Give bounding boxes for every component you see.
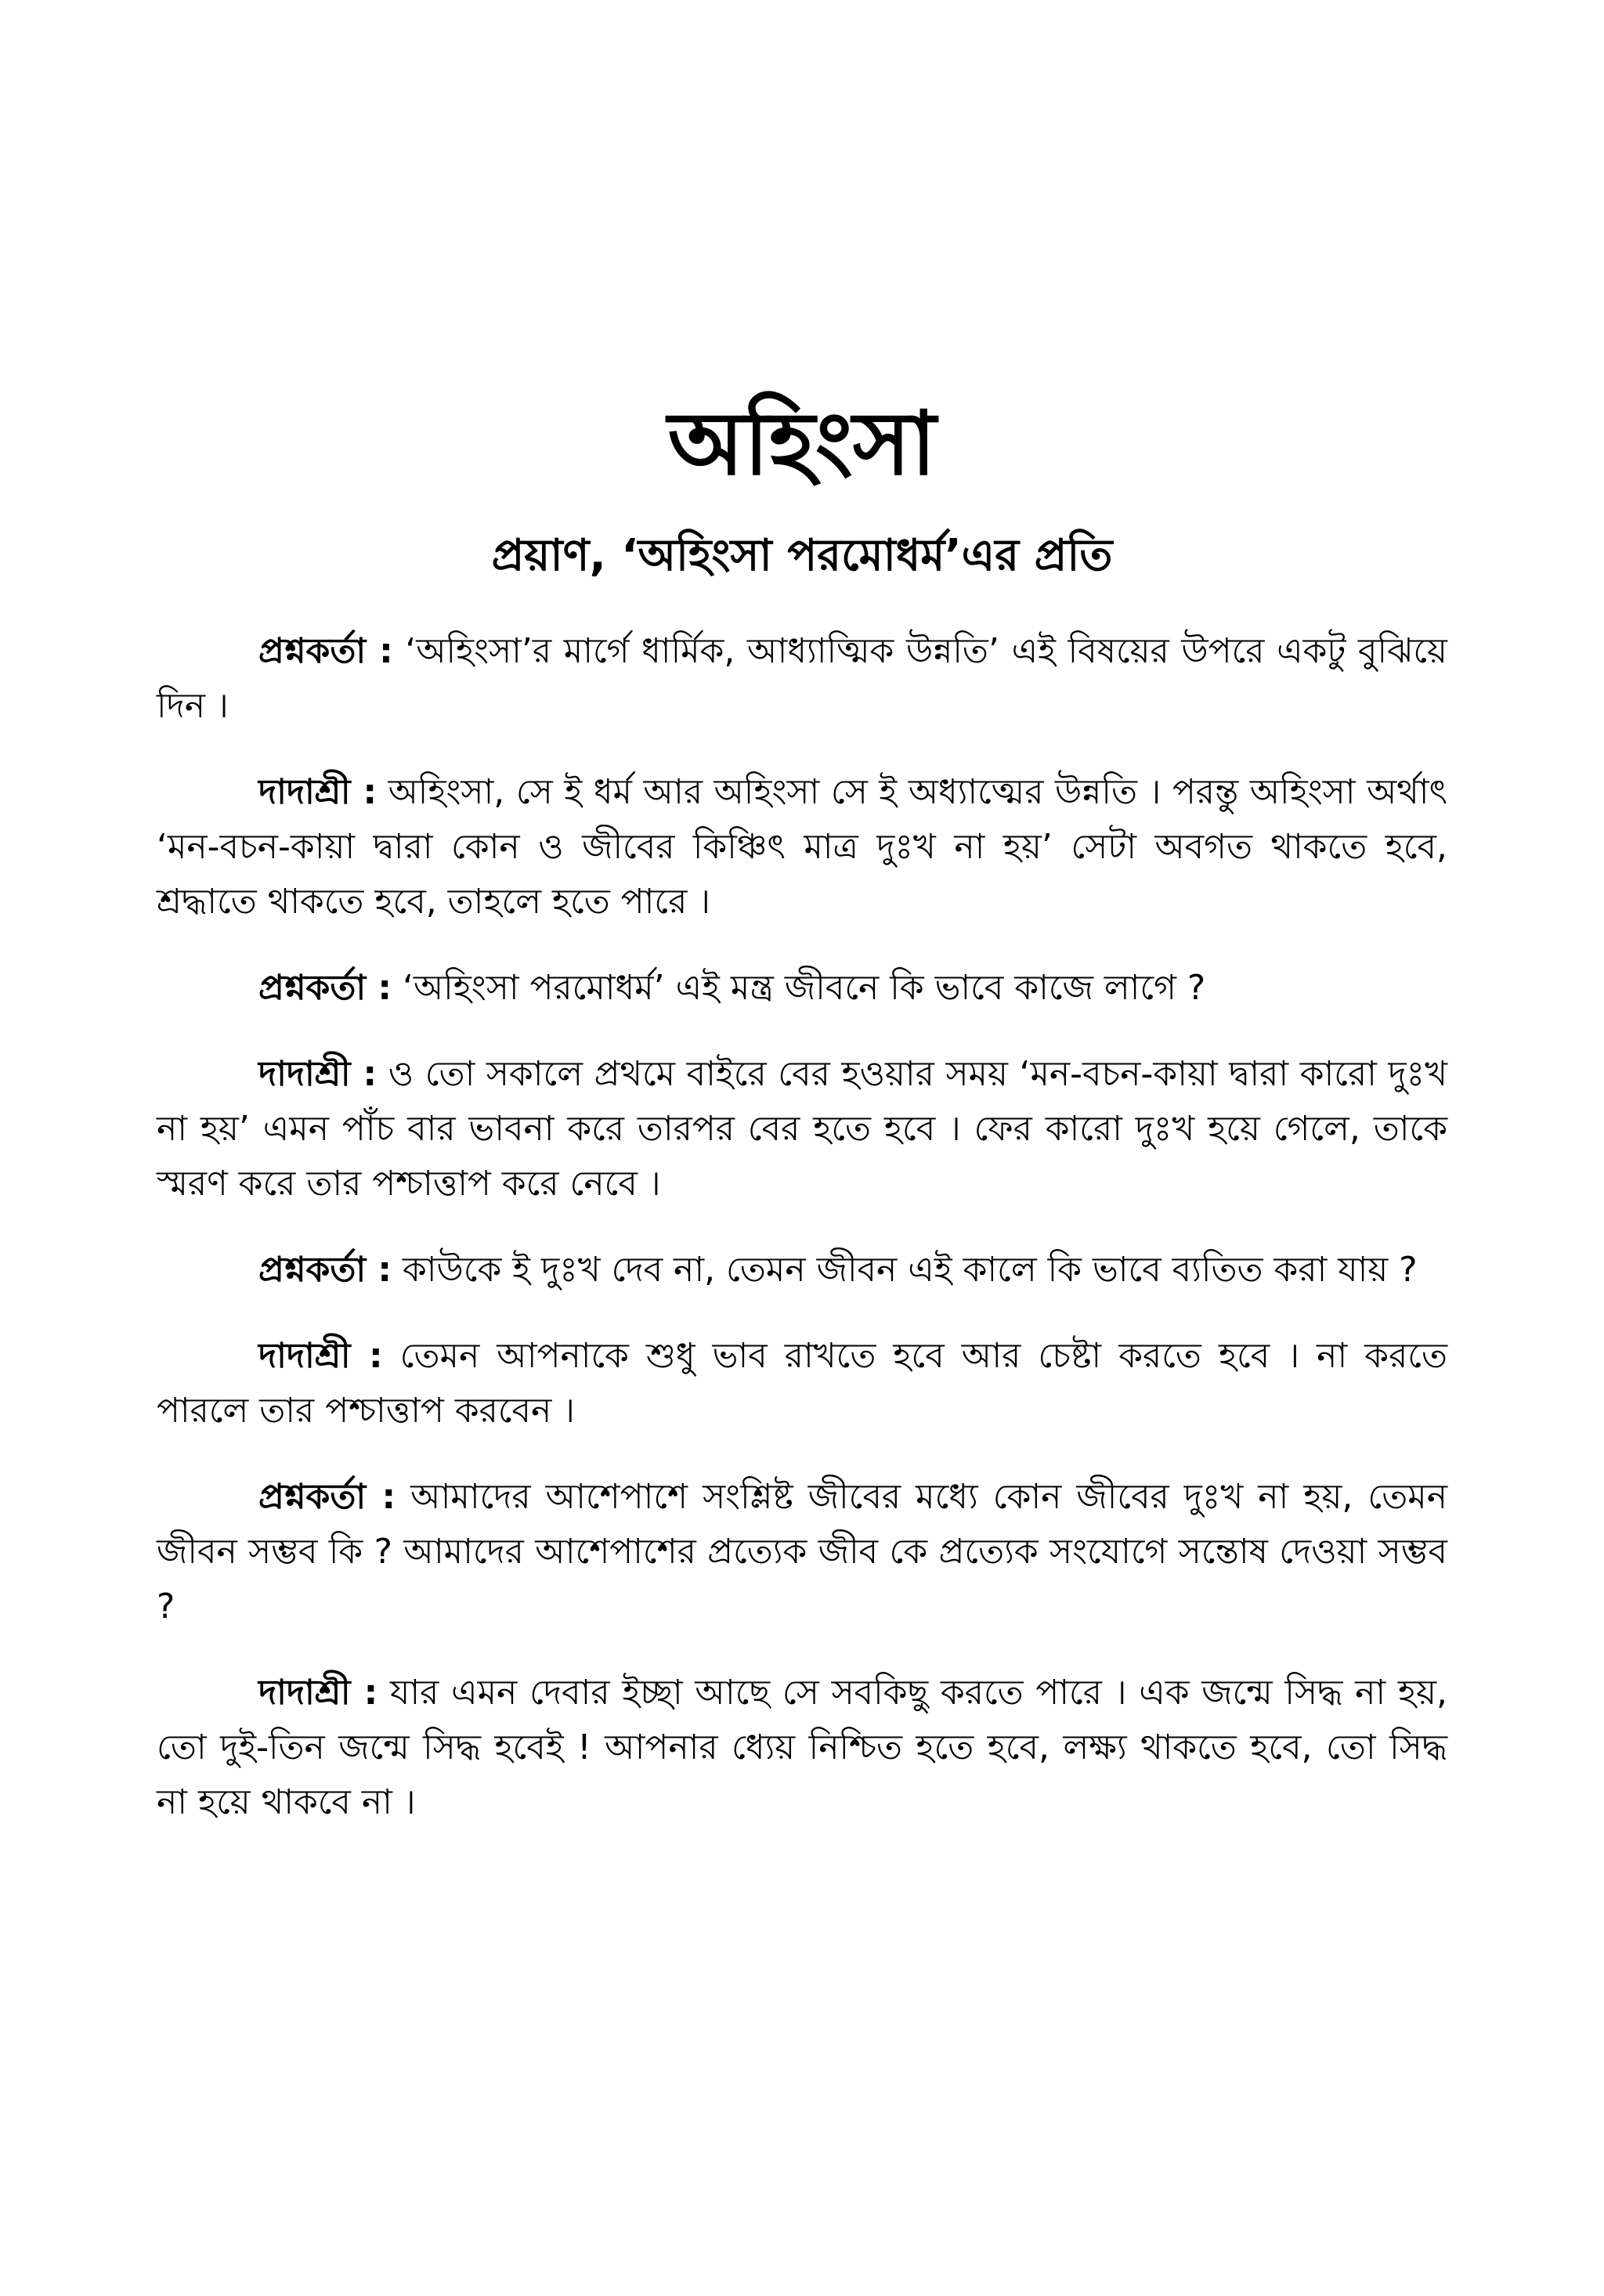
- speaker-label: প্রশ্নকর্তা :: [258, 1477, 396, 1518]
- dialogue-paragraph: [157, 624, 1447, 734]
- section-heading: প্রয়াণ, ‘অহিংসা পরমোধর্ম’এর প্রতি: [491, 530, 1113, 582]
- speaker-label: প্রশ্নকর্তা :: [258, 631, 393, 672]
- speaker-label: প্রশ্নকর্তা :: [258, 1250, 392, 1291]
- dialogue-text: কাউকে ই দুঃখ দেব না, তেমন জীবন এই কালে কি ভাবে ব্যতিত করা যায় ?: [403, 1250, 1418, 1291]
- dialogue-paragraph: [157, 961, 1447, 1016]
- dialogue-paragraph: [157, 1243, 1447, 1298]
- dialogue-paragraph: [157, 1470, 1447, 1634]
- dialogue-text: ‘অহিংসা’র মার্গে ধার্মিক, আধ্যাত্মিক উন্নতি’ এই বিষয়ের উপরে একটু বুঝিয়ে দিন ।: [157, 631, 1447, 727]
- page-title: অহিংসা: [667, 393, 937, 495]
- dialogue-paragraph: [157, 765, 1447, 930]
- speaker-label: দাদাশ্রী :: [258, 772, 378, 813]
- dialogue-text: ‘অহিংসা পরমোধর্ম’ এই মন্ত্র জীবনে কি ভাবে কাজে লাগে ?: [403, 968, 1206, 1009]
- page-content: [157, 392, 1447, 1861]
- speaker-label: প্রশ্নকর্তা :: [258, 968, 392, 1009]
- dialogue-text: যার এমন দেবার ইচ্ছা আছে সে সবকিছু করতে পারে । এক জন্মে সিদ্ধ না হয়, তো দুই-তিন জন্মে সিদ্ধ হবেই ! আপনার ধ্যেয় নিশ্চিত হতে হবে, লক্ষ্য থাকতে হবে, তো সিদ্ধ না হয়ে থাকবে না ।: [157, 1673, 1448, 1823]
- dialogue-text: অহিংসা, সে ই ধর্ম আর অহিংসা সে ই অধ্যাত্মের উন্নতি । পরন্তু অহিংসা অর্থাৎ ‘মন-বচন-কায়া দ্বারা কোন ও জীবের কিঞ্চিৎ মাত্র দুঃখ না হয়’ সেটা অবগত থাকতে হবে, শ্রদ্ধাতে থাকতে হবে, তাহলে হতে পারে ।: [157, 772, 1447, 922]
- dialogue-text: তেমন আপনাকে শুধু ভাব রাখতে হবে আর চেষ্টা করতে হবে । না করতে পারলে তার পশ্চাত্তাপ করবেন ।: [157, 1336, 1447, 1431]
- dialogue-paragraph: [157, 1666, 1447, 1830]
- speaker-label: দাদাশ্রী :: [258, 1673, 378, 1713]
- dialogue-text: ও তো সকালে প্রথমে বাইরে বের হওয়ার সময় ‘মন-বচন-কায়া দ্বারা কারো দুঃখ না হয়’ এমন পাঁচ বার ভাবনা করে তারপর বের হতে হবে । ফের কারো দুঃখ হয়ে গেলে, তাকে স্মরণ করে তার পশ্চাত্তাপ করে নেবে ।: [157, 1054, 1447, 1204]
- dialogue-text: আমাদের আশেপাশে সংশ্লিষ্ট জীবের মধ্যে কোন জীবের দুঃখ না হয়, তেমন জীবন সম্ভব কি ? আমাদের আশেপাশের প্রত্যেক জীব কে প্রত্যেক সংযোগে সন্তোষ দেওয়া সম্ভব ?: [157, 1477, 1447, 1627]
- speaker-label: দাদাশ্রী :: [258, 1336, 383, 1377]
- dialogue-paragraph: [157, 1047, 1447, 1211]
- dialogue-paragraph: [157, 1329, 1447, 1439]
- speaker-label: দাদাশ্রী :: [258, 1054, 378, 1095]
